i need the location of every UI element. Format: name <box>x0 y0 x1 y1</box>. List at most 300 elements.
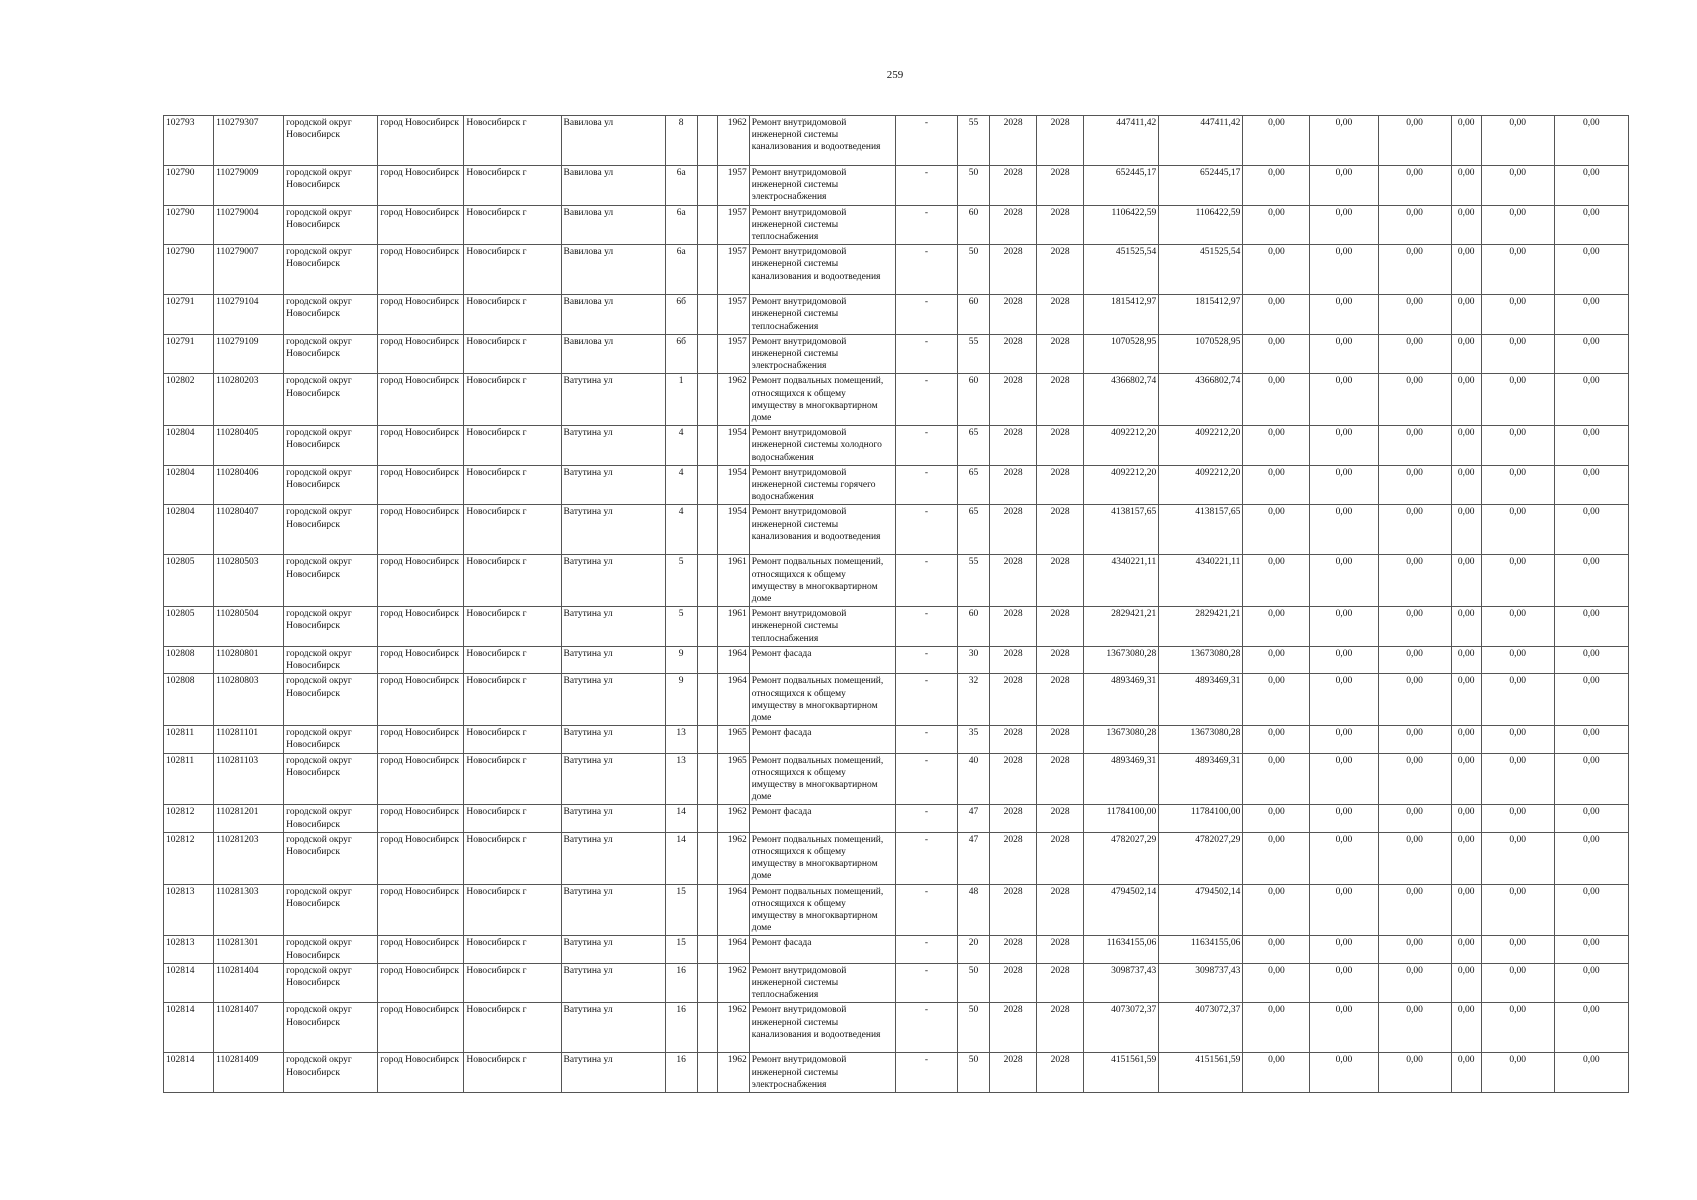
cell-settlement: город Новосибирск <box>378 555 464 607</box>
cell-house-id: 102790 <box>164 205 214 245</box>
cell-dash-cell: - <box>895 374 957 426</box>
cell-funds-6: 0,00 <box>1554 805 1628 832</box>
cell-house-number: 5 <box>665 555 697 607</box>
cell-construction-year: 1964 <box>717 884 749 936</box>
table-row <box>164 505 1629 555</box>
cell-house-number: 9 <box>665 646 697 673</box>
cell-municipal-district: городской округ Новосибирск <box>284 805 378 832</box>
cell-total-cost: 1070528,95 <box>1084 334 1159 374</box>
cell-wear-percent: 20 <box>958 936 990 963</box>
cell-building <box>697 646 717 673</box>
cell-total-cost: 11634155,06 <box>1084 936 1159 963</box>
cell-funds-1: 0,00 <box>1243 555 1310 607</box>
cell-plan-year-start: 2028 <box>990 166 1037 206</box>
cell-total-cost: 2829421,21 <box>1084 607 1159 647</box>
table-row <box>164 374 1629 426</box>
cell-funds-3: 0,00 <box>1378 116 1451 166</box>
cell-locality: Новосибирск г <box>464 646 561 673</box>
cell-funds-3: 0,00 <box>1378 1003 1451 1053</box>
cell-building <box>697 555 717 607</box>
cell-construction-year: 1964 <box>717 646 749 673</box>
cell-wear-percent: 50 <box>958 963 990 1003</box>
cell-construction-year: 1954 <box>717 426 749 466</box>
cell-construction-year: 1961 <box>717 607 749 647</box>
cell-building <box>697 245 717 295</box>
table-row <box>164 936 1629 963</box>
cell-funds-6: 0,00 <box>1554 334 1628 374</box>
cell-house-number: 4 <box>665 426 697 466</box>
cell-plan-year-start: 2028 <box>990 726 1037 753</box>
cell-house-id: 102814 <box>164 1003 214 1053</box>
cell-municipal-district: городской округ Новосибирск <box>284 374 378 426</box>
cell-house-number: 13 <box>665 753 697 805</box>
cell-construction-year: 1957 <box>717 205 749 245</box>
cell-locality: Новосибирск г <box>464 555 561 607</box>
cell-building <box>697 505 717 555</box>
cell-funds-1: 0,00 <box>1243 753 1310 805</box>
cell-wear-percent: 50 <box>958 1003 990 1053</box>
cell-wear-percent: 32 <box>958 674 990 726</box>
cell-construction-year: 1965 <box>717 726 749 753</box>
cell-locality: Новосибирск г <box>464 295 561 335</box>
cell-locality: Новосибирск г <box>464 1053 561 1093</box>
cell-total-cost: 4893469,31 <box>1084 753 1159 805</box>
cell-total-cost: 3098737,43 <box>1084 963 1159 1003</box>
cell-settlement: город Новосибирск <box>378 1003 464 1053</box>
cell-house-id: 102793 <box>164 116 214 166</box>
cell-municipal-district: городской округ Новосибирск <box>284 674 378 726</box>
cell-funds-3: 0,00 <box>1378 674 1451 726</box>
cell-funds-6: 0,00 <box>1554 963 1628 1003</box>
cell-house-number: 14 <box>665 805 697 832</box>
cell-street: Ватутина ул <box>561 805 665 832</box>
cell-funds-2: 0,00 <box>1310 205 1378 245</box>
cell-funds-6: 0,00 <box>1554 205 1628 245</box>
cell-house-id: 102791 <box>164 334 214 374</box>
cell-construction-year: 1962 <box>717 1003 749 1053</box>
cell-municipal-district: городской округ Новосибирск <box>284 1003 378 1053</box>
cell-locality: Новосибирск г <box>464 805 561 832</box>
cell-construction-year: 1962 <box>717 805 749 832</box>
cell-construction-year: 1957 <box>717 245 749 295</box>
cell-funds-4: 0,00 <box>1451 1053 1481 1093</box>
cell-work-id: 110279009 <box>214 166 284 206</box>
cell-plan-year-start: 2028 <box>990 936 1037 963</box>
cell-funds-2: 0,00 <box>1310 1003 1378 1053</box>
cell-funds-1: 0,00 <box>1243 426 1310 466</box>
cell-street: Ватутина ул <box>561 726 665 753</box>
cell-house-number: 4 <box>665 505 697 555</box>
cell-plan-year-start: 2028 <box>990 205 1037 245</box>
cell-municipal-district: городской округ Новосибирск <box>284 166 378 206</box>
cell-funds-4: 0,00 <box>1451 607 1481 647</box>
cell-dash-cell: - <box>895 753 957 805</box>
cell-plan-year-start: 2028 <box>990 245 1037 295</box>
cell-funds-2: 0,00 <box>1310 936 1378 963</box>
cell-total-cost: 13673080,28 <box>1084 646 1159 673</box>
cell-wear-percent: 47 <box>958 832 990 884</box>
cell-municipal-district: городской округ Новосибирск <box>284 334 378 374</box>
cell-wear-percent: 40 <box>958 753 990 805</box>
cell-work-id: 110280406 <box>214 465 284 505</box>
cell-work-id: 110280801 <box>214 646 284 673</box>
cell-construction-year: 1962 <box>717 116 749 166</box>
cell-funds-5: 0,00 <box>1481 646 1554 673</box>
cell-funds-1: 0,00 <box>1243 805 1310 832</box>
cell-funds-3: 0,00 <box>1378 555 1451 607</box>
cell-house-number: 1 <box>665 374 697 426</box>
cell-municipal-district: городской округ Новосибирск <box>284 245 378 295</box>
cell-plan-year-end: 2028 <box>1037 753 1084 805</box>
cell-funds-2: 0,00 <box>1310 465 1378 505</box>
cell-funds-4: 0,00 <box>1451 884 1481 936</box>
cell-wear-percent: 55 <box>958 334 990 374</box>
cell-funds-3: 0,00 <box>1378 832 1451 884</box>
cell-plan-year-end: 2028 <box>1037 295 1084 335</box>
cell-work-type: Ремонт подвальных помещений, относящихся к общему имуществу в многоквартирном доме <box>749 832 895 884</box>
cell-street: Вавилова ул <box>561 166 665 206</box>
cell-funds-5: 0,00 <box>1481 753 1554 805</box>
table-row <box>164 1053 1629 1093</box>
cell-funds-5: 0,00 <box>1481 832 1554 884</box>
cell-plan-year-end: 2028 <box>1037 646 1084 673</box>
cell-funds-6: 0,00 <box>1554 555 1628 607</box>
cell-work-type: Ремонт подвальных помещений, относящихся к общему имуществу в многоквартирном доме <box>749 555 895 607</box>
cell-street: Вавилова ул <box>561 334 665 374</box>
cell-construction-year: 1957 <box>717 166 749 206</box>
cell-settlement: город Новосибирск <box>378 607 464 647</box>
cell-fund-cost: 4092212,20 <box>1159 426 1243 466</box>
cell-house-number: 4 <box>665 465 697 505</box>
cell-plan-year-end: 2028 <box>1037 607 1084 647</box>
cell-funds-2: 0,00 <box>1310 805 1378 832</box>
cell-plan-year-end: 2028 <box>1037 832 1084 884</box>
cell-building <box>697 166 717 206</box>
cell-dash-cell: - <box>895 116 957 166</box>
cell-work-type: Ремонт внутридомовой инженерной системы теплоснабжения <box>749 963 895 1003</box>
cell-locality: Новосибирск г <box>464 374 561 426</box>
cell-work-id: 110280203 <box>214 374 284 426</box>
cell-funds-1: 0,00 <box>1243 1053 1310 1093</box>
cell-building <box>697 205 717 245</box>
cell-street: Ватутина ул <box>561 1003 665 1053</box>
cell-settlement: город Новосибирск <box>378 726 464 753</box>
cell-funds-2: 0,00 <box>1310 1053 1378 1093</box>
table-row <box>164 205 1629 245</box>
cell-plan-year-start: 2028 <box>990 426 1037 466</box>
cell-work-id: 110281101 <box>214 726 284 753</box>
cell-locality: Новосибирск г <box>464 832 561 884</box>
cell-fund-cost: 4151561,59 <box>1159 1053 1243 1093</box>
cell-settlement: город Новосибирск <box>378 1053 464 1093</box>
cell-work-id: 110280504 <box>214 607 284 647</box>
cell-funds-1: 0,00 <box>1243 465 1310 505</box>
cell-house-number: 9 <box>665 674 697 726</box>
cell-plan-year-start: 2028 <box>990 334 1037 374</box>
cell-wear-percent: 30 <box>958 646 990 673</box>
cell-street: Ватутина ул <box>561 646 665 673</box>
cell-wear-percent: 65 <box>958 465 990 505</box>
cell-dash-cell: - <box>895 607 957 647</box>
cell-funds-4: 0,00 <box>1451 465 1481 505</box>
cell-building <box>697 426 717 466</box>
cell-work-id: 110281303 <box>214 884 284 936</box>
cell-funds-2: 0,00 <box>1310 426 1378 466</box>
cell-house-id: 102805 <box>164 555 214 607</box>
cell-funds-5: 0,00 <box>1481 555 1554 607</box>
cell-plan-year-start: 2028 <box>990 805 1037 832</box>
cell-wear-percent: 60 <box>958 607 990 647</box>
cell-municipal-district: городской округ Новосибирск <box>284 963 378 1003</box>
cell-municipal-district: городской округ Новосибирск <box>284 607 378 647</box>
cell-plan-year-end: 2028 <box>1037 245 1084 295</box>
cell-dash-cell: - <box>895 963 957 1003</box>
cell-construction-year: 1962 <box>717 1053 749 1093</box>
cell-locality: Новосибирск г <box>464 936 561 963</box>
cell-funds-4: 0,00 <box>1451 245 1481 295</box>
cell-work-id: 110280407 <box>214 505 284 555</box>
cell-plan-year-end: 2028 <box>1037 555 1084 607</box>
cell-funds-1: 0,00 <box>1243 166 1310 206</box>
cell-funds-6: 0,00 <box>1554 505 1628 555</box>
cell-settlement: город Новосибирск <box>378 753 464 805</box>
cell-funds-5: 0,00 <box>1481 505 1554 555</box>
cell-building <box>697 334 717 374</box>
cell-work-id: 110281203 <box>214 832 284 884</box>
cell-funds-4: 0,00 <box>1451 374 1481 426</box>
table-row <box>164 1003 1629 1053</box>
cell-dash-cell: - <box>895 426 957 466</box>
cell-house-number: 15 <box>665 936 697 963</box>
cell-house-number: 6а <box>665 245 697 295</box>
cell-funds-4: 0,00 <box>1451 555 1481 607</box>
cell-funds-6: 0,00 <box>1554 295 1628 335</box>
cell-work-id: 110280405 <box>214 426 284 466</box>
cell-construction-year: 1962 <box>717 963 749 1003</box>
cell-funds-4: 0,00 <box>1451 166 1481 206</box>
cell-house-number: 6б <box>665 295 697 335</box>
cell-fund-cost: 447411,42 <box>1159 116 1243 166</box>
table-row <box>164 753 1629 805</box>
cell-funds-4: 0,00 <box>1451 726 1481 753</box>
cell-funds-5: 0,00 <box>1481 245 1554 295</box>
cell-work-id: 110281404 <box>214 963 284 1003</box>
cell-construction-year: 1965 <box>717 753 749 805</box>
cell-plan-year-start: 2028 <box>990 465 1037 505</box>
cell-dash-cell: - <box>895 646 957 673</box>
cell-total-cost: 1815412,97 <box>1084 295 1159 335</box>
cell-plan-year-end: 2028 <box>1037 426 1084 466</box>
cell-funds-5: 0,00 <box>1481 166 1554 206</box>
cell-funds-1: 0,00 <box>1243 646 1310 673</box>
cell-house-number: 5 <box>665 607 697 647</box>
cell-work-id: 110281301 <box>214 936 284 963</box>
cell-funds-1: 0,00 <box>1243 607 1310 647</box>
table-row <box>164 295 1629 335</box>
cell-funds-2: 0,00 <box>1310 963 1378 1003</box>
cell-locality: Новосибирск г <box>464 726 561 753</box>
cell-work-type: Ремонт фасада <box>749 646 895 673</box>
cell-locality: Новосибирск г <box>464 116 561 166</box>
cell-dash-cell: - <box>895 674 957 726</box>
cell-funds-3: 0,00 <box>1378 805 1451 832</box>
cell-construction-year: 1954 <box>717 465 749 505</box>
cell-wear-percent: 65 <box>958 426 990 466</box>
cell-settlement: город Новосибирск <box>378 646 464 673</box>
cell-work-type: Ремонт подвальных помещений, относящихся к общему имуществу в многоквартирном доме <box>749 674 895 726</box>
cell-funds-5: 0,00 <box>1481 963 1554 1003</box>
cell-funds-6: 0,00 <box>1554 116 1628 166</box>
cell-construction-year: 1954 <box>717 505 749 555</box>
cell-locality: Новосибирск г <box>464 884 561 936</box>
cell-plan-year-end: 2028 <box>1037 1053 1084 1093</box>
cell-wear-percent: 60 <box>958 295 990 335</box>
cell-house-id: 102804 <box>164 505 214 555</box>
cell-house-id: 102812 <box>164 805 214 832</box>
cell-building <box>697 1053 717 1093</box>
cell-funds-5: 0,00 <box>1481 1003 1554 1053</box>
cell-locality: Новосибирск г <box>464 334 561 374</box>
cell-street: Вавилова ул <box>561 245 665 295</box>
cell-plan-year-end: 2028 <box>1037 166 1084 206</box>
cell-house-number: 16 <box>665 963 697 1003</box>
cell-funds-3: 0,00 <box>1378 753 1451 805</box>
cell-funds-3: 0,00 <box>1378 334 1451 374</box>
table-row <box>164 674 1629 726</box>
cell-dash-cell: - <box>895 884 957 936</box>
cell-work-type: Ремонт внутридомовой инженерной системы горячего водоснабжения <box>749 465 895 505</box>
cell-street: Ватутина ул <box>561 884 665 936</box>
cell-funds-3: 0,00 <box>1378 166 1451 206</box>
cell-dash-cell: - <box>895 205 957 245</box>
cell-wear-percent: 48 <box>958 884 990 936</box>
cell-locality: Новосибирск г <box>464 674 561 726</box>
cell-plan-year-start: 2028 <box>990 295 1037 335</box>
cell-building <box>697 674 717 726</box>
cell-plan-year-start: 2028 <box>990 607 1037 647</box>
cell-municipal-district: городской округ Новосибирск <box>284 505 378 555</box>
cell-plan-year-start: 2028 <box>990 1003 1037 1053</box>
cell-funds-4: 0,00 <box>1451 963 1481 1003</box>
cell-plan-year-start: 2028 <box>990 884 1037 936</box>
cell-house-id: 102808 <box>164 646 214 673</box>
cell-plan-year-end: 2028 <box>1037 674 1084 726</box>
table-row <box>164 607 1629 647</box>
cell-municipal-district: городской округ Новосибирск <box>284 646 378 673</box>
table-row <box>164 465 1629 505</box>
cell-settlement: город Новосибирск <box>378 505 464 555</box>
cell-funds-3: 0,00 <box>1378 205 1451 245</box>
cell-funds-5: 0,00 <box>1481 1053 1554 1093</box>
cell-house-id: 102811 <box>164 753 214 805</box>
table-row <box>164 245 1629 295</box>
cell-funds-5: 0,00 <box>1481 426 1554 466</box>
cell-fund-cost: 1106422,59 <box>1159 205 1243 245</box>
cell-settlement: город Новосибирск <box>378 465 464 505</box>
cell-total-cost: 4340221,11 <box>1084 555 1159 607</box>
cell-funds-3: 0,00 <box>1378 607 1451 647</box>
cell-wear-percent: 50 <box>958 245 990 295</box>
cell-settlement: город Новосибирск <box>378 205 464 245</box>
cell-funds-1: 0,00 <box>1243 884 1310 936</box>
cell-plan-year-start: 2028 <box>990 116 1037 166</box>
cell-fund-cost: 1815412,97 <box>1159 295 1243 335</box>
cell-total-cost: 447411,42 <box>1084 116 1159 166</box>
cell-municipal-district: городской округ Новосибирск <box>284 936 378 963</box>
cell-building <box>697 884 717 936</box>
cell-funds-5: 0,00 <box>1481 465 1554 505</box>
cell-plan-year-start: 2028 <box>990 832 1037 884</box>
cell-wear-percent: 35 <box>958 726 990 753</box>
cell-municipal-district: городской округ Новосибирск <box>284 555 378 607</box>
cell-municipal-district: городской округ Новосибирск <box>284 426 378 466</box>
cell-funds-4: 0,00 <box>1451 426 1481 466</box>
cell-plan-year-start: 2028 <box>990 374 1037 426</box>
cell-funds-1: 0,00 <box>1243 374 1310 426</box>
cell-wear-percent: 60 <box>958 374 990 426</box>
cell-funds-5: 0,00 <box>1481 116 1554 166</box>
cell-funds-6: 0,00 <box>1554 753 1628 805</box>
cell-plan-year-start: 2028 <box>990 1053 1037 1093</box>
cell-settlement: город Новосибирск <box>378 884 464 936</box>
cell-house-id: 102804 <box>164 465 214 505</box>
cell-funds-6: 0,00 <box>1554 726 1628 753</box>
cell-construction-year: 1961 <box>717 555 749 607</box>
cell-building <box>697 963 717 1003</box>
table-row <box>164 963 1629 1003</box>
cell-funds-1: 0,00 <box>1243 832 1310 884</box>
cell-funds-4: 0,00 <box>1451 1003 1481 1053</box>
cell-funds-3: 0,00 <box>1378 646 1451 673</box>
cell-building <box>697 607 717 647</box>
cell-funds-2: 0,00 <box>1310 646 1378 673</box>
cell-work-type: Ремонт внутридомовой инженерной системы электроснабжения <box>749 334 895 374</box>
cell-house-number: 14 <box>665 832 697 884</box>
cell-work-type: Ремонт подвальных помещений, относящихся к общему имуществу в многоквартирном доме <box>749 884 895 936</box>
cell-settlement: город Новосибирск <box>378 426 464 466</box>
cell-funds-2: 0,00 <box>1310 674 1378 726</box>
cell-municipal-district: городской округ Новосибирск <box>284 205 378 245</box>
cell-municipal-district: городской округ Новосибирск <box>284 832 378 884</box>
cell-street: Вавилова ул <box>561 295 665 335</box>
cell-work-id: 110279109 <box>214 334 284 374</box>
cell-street: Ватутина ул <box>561 465 665 505</box>
cell-building <box>697 936 717 963</box>
cell-funds-1: 0,00 <box>1243 245 1310 295</box>
cell-fund-cost: 652445,17 <box>1159 166 1243 206</box>
page-number: 259 <box>886 69 904 81</box>
cell-work-type: Ремонт внутридомовой инженерной системы канализования и водоотведения <box>749 505 895 555</box>
cell-municipal-district: городской округ Новосибирск <box>284 753 378 805</box>
cell-funds-4: 0,00 <box>1451 505 1481 555</box>
table-row <box>164 166 1629 206</box>
cell-wear-percent: 47 <box>958 805 990 832</box>
cell-settlement: город Новосибирск <box>378 936 464 963</box>
cell-funds-5: 0,00 <box>1481 607 1554 647</box>
cell-settlement: город Новосибирск <box>378 116 464 166</box>
cell-funds-6: 0,00 <box>1554 884 1628 936</box>
cell-construction-year: 1957 <box>717 295 749 335</box>
cell-work-id: 110279307 <box>214 116 284 166</box>
cell-fund-cost: 451525,54 <box>1159 245 1243 295</box>
table-row <box>164 334 1629 374</box>
cell-building <box>697 374 717 426</box>
cell-house-id: 102813 <box>164 884 214 936</box>
cell-work-id: 110281407 <box>214 1003 284 1053</box>
cell-work-id: 110281201 <box>214 805 284 832</box>
cell-dash-cell: - <box>895 555 957 607</box>
cell-plan-year-end: 2028 <box>1037 726 1084 753</box>
